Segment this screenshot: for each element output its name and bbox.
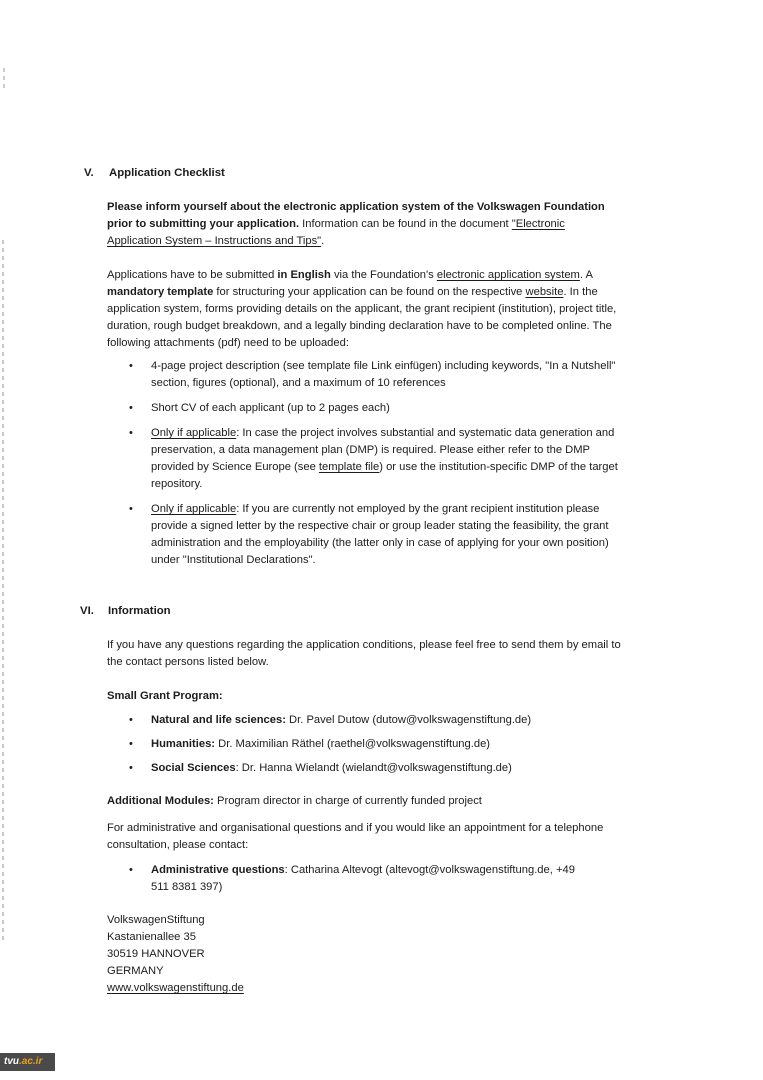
website-link[interactable]: website bbox=[525, 286, 564, 298]
admin-contact-text: : Catharina Altevogt (altevogt@volkswagenstiftung.de, +49 511 8381 397) bbox=[151, 864, 575, 893]
list-item bbox=[107, 862, 577, 896]
watermark-badge bbox=[0, 1053, 55, 1071]
list-item bbox=[107, 400, 622, 417]
scan-edge-marks bbox=[3, 68, 5, 92]
admin-intro bbox=[107, 820, 622, 854]
foundation-address bbox=[107, 912, 622, 997]
application-system-notice bbox=[107, 199, 622, 250]
additional-modules-label: Additional Modules: bbox=[107, 795, 214, 807]
contact-person: Dr. Maximilian Räthel (raethel@volkswagenstiftung.de) bbox=[215, 738, 491, 750]
section-number: V. bbox=[84, 167, 94, 179]
submission-paragraph bbox=[107, 267, 622, 352]
list-item bbox=[107, 736, 622, 753]
bullet-icon: • bbox=[129, 402, 133, 414]
attachment-text: Short CV of each applicant (up to 2 pages each) bbox=[151, 402, 390, 414]
section-title: Information bbox=[108, 605, 171, 617]
intro-text: If you have any questions regarding the application conditions, please feel free to send them by email to the contact persons listed below. bbox=[107, 639, 621, 668]
bullet-icon: • bbox=[129, 864, 133, 876]
list-item bbox=[107, 425, 622, 493]
contact-area: Natural and life sciences: bbox=[151, 714, 286, 726]
address-street: Kastanienallee 35 bbox=[107, 931, 196, 943]
small-grant-label: Small Grant Program: bbox=[107, 690, 223, 702]
additional-modules-text: Program director in charge of currently funded project bbox=[213, 795, 482, 807]
emphasis-in-english: in English bbox=[277, 269, 331, 281]
only-if-applicable-label: Only if applicable bbox=[151, 427, 237, 439]
admin-contact-label: Administrative questions bbox=[151, 864, 285, 876]
text: Applications have to be submitted bbox=[107, 269, 278, 281]
bullet-icon: • bbox=[129, 738, 133, 750]
watermark-prefix: tvu bbox=[4, 1056, 19, 1067]
attachment-text: 4-page project description (see template file Link einfügen) including keywords, "In a Nutshell" section, figures (optional), and a maximum of 10 references bbox=[151, 360, 616, 389]
small-grant-heading bbox=[107, 688, 622, 705]
address-city: 30519 HANNOVER bbox=[107, 948, 205, 960]
watermark-suffix: .ac.ir bbox=[19, 1056, 43, 1067]
address-org: VolkswagenStiftung bbox=[107, 914, 205, 926]
only-if-applicable-label: Only if applicable bbox=[151, 503, 237, 515]
list-item bbox=[107, 712, 622, 729]
instructions-document-link[interactable]: "Electronic Application System – Instructions and Tips" bbox=[107, 218, 565, 247]
notice-bold-text: Please inform yourself about the electronic application system of the Volkswagen Foundation prior to submitting your application. bbox=[107, 201, 605, 230]
section-number: VI. bbox=[80, 605, 94, 617]
attachments-list bbox=[107, 358, 622, 569]
notice-end: . bbox=[321, 235, 325, 247]
bullet-icon: • bbox=[129, 360, 133, 372]
text: via the Foundation's bbox=[330, 269, 437, 281]
dmp-template-file-link[interactable]: template file bbox=[318, 461, 380, 473]
electronic-application-system-link[interactable]: electronic application system bbox=[436, 269, 580, 281]
text: . In the application system, forms providing details on the applicant, the grant recipient (institution), project title, duration, rough budget breakdown, and a legally binding declaration have to be completed online. The following attachments (pdf) need to be uploaded: bbox=[107, 286, 617, 349]
contact-person: Dr. Pavel Dutow (dutow@volkswagenstiftung.de) bbox=[285, 714, 532, 726]
admin-intro-text: For administrative and organisational questions and if you would like an appointment for a telephone consultation, please contact: bbox=[107, 822, 604, 851]
address-country: GERMANY bbox=[107, 965, 164, 977]
emphasis-mandatory-template: mandatory template bbox=[107, 286, 214, 298]
bullet-icon: • bbox=[129, 714, 133, 726]
attachment-text: : In case the project involves substantial and systematic data generation and preservation, a data management plan (DMP) is required. Please either refer to the DMP provided by Science Europe (see bbox=[151, 427, 615, 473]
additional-modules bbox=[107, 793, 622, 810]
list-item bbox=[107, 501, 622, 569]
scan-edge-perforation bbox=[2, 240, 4, 940]
attachment-text: ) or use the institution-specific DMP of the target repository. bbox=[151, 461, 618, 490]
contact-area: Humanities: bbox=[151, 738, 216, 750]
contact-area: Social Sciences bbox=[151, 762, 236, 774]
attachment-text: : If you are currently not employed by the grant recipient institution please provide a signed letter by the respective chair or group leader stating the feasibility, the grant administration and the employability (the latter only in case of applying for your own position) under "Institutional Declarations". bbox=[151, 503, 609, 566]
notice-text: Information can be found in the document bbox=[299, 218, 512, 230]
bullet-icon: • bbox=[129, 503, 133, 515]
bullet-icon: • bbox=[129, 427, 133, 439]
list-item bbox=[107, 760, 622, 777]
information-intro bbox=[107, 637, 622, 671]
contacts-list bbox=[107, 712, 622, 777]
text: . A bbox=[579, 269, 593, 281]
section-title: Application Checklist bbox=[109, 167, 225, 179]
contact-person: : Dr. Hanna Wielandt (wielandt@volkswagenstiftung.de) bbox=[235, 762, 512, 774]
bullet-icon: • bbox=[129, 762, 133, 774]
foundation-website-link[interactable]: www.volkswagenstiftung.de bbox=[107, 982, 244, 994]
text: for structuring your application can be found on the respective bbox=[213, 286, 526, 298]
admin-contact-list bbox=[107, 862, 577, 896]
list-item bbox=[107, 358, 622, 392]
